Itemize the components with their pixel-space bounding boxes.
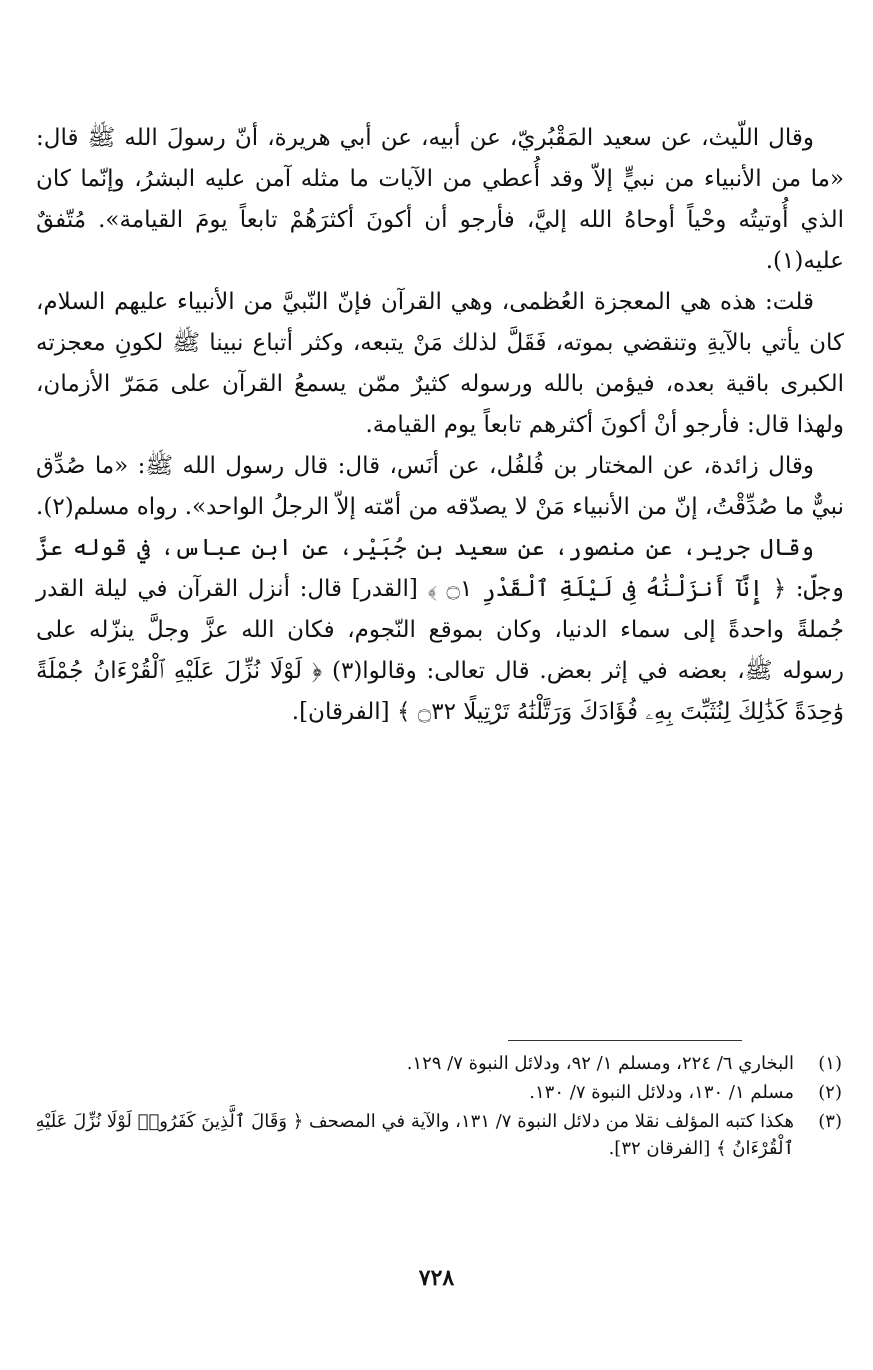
page-number: ٧٢٨ bbox=[418, 1265, 455, 1291]
footnote-2 bbox=[30, 1079, 842, 1106]
footnote-1 bbox=[30, 1050, 842, 1077]
main-text bbox=[36, 118, 844, 733]
footnote-number: (٣) bbox=[818, 1111, 842, 1132]
footnote-number: (١) bbox=[818, 1053, 842, 1074]
footnote-text: البخاري ٦/ ٢٢٤، ومسلم ١/ ٩٢، ودلائل النبوة ٧/ ١٢٩. bbox=[406, 1053, 794, 1074]
footnote-text: هكذا كتبه المؤلف نقلا من دلائل النبوة ٧/ ١٣١، والآية في المصحف ﴿ وَقَالَ ٱلَّذِينَ كَفَرُوا۟ لَوْلَا نُزِّلَ عَلَيْهِ ٱلْقُرْءَانُ ﴾ [الفرقان ٣٢]. bbox=[35, 1111, 794, 1159]
footnotes bbox=[30, 1050, 842, 1164]
paragraph-2: قلت: هذه هي المعجزة العُظمى، وهي القرآن فإنّ النّبيَّ من الأنبياء عليهم السلام، كان يأتي بالآيةِ وتنقضي بموته، فَقَلَّ لذلك مَنْ يتبعه، وكثر أتباع نبينا ﷺ لكونِ معجزته الكبرى باقية بعده، فيؤمن بالله ورسوله كثيرٌ ممّن يسمعُ القرآن على مَمَرّ الأزمان، ولهذا قال: فأرجو أنْ أكونَ أكثرهم تابعاً يوم القيامة. bbox=[36, 289, 844, 438]
footnote-3 bbox=[30, 1108, 842, 1162]
paragraph-1: وقال اللّيث، عن سعيد المَقْبُريّ، عن أبيه، عن أبي هريرة، أنّ رسولَ الله ﷺ قال: «ما من الأنبياء من نبيٍّ إلاّ وقد أُعطي من الآيات ما مثله آمن عليه البشرُ، وإنّما كان الذي أُوتيتُه وحْياً أوحاهُ الله إليَّ، فأرجو أن أكونَ أكثرَهُمْ تابعاً يومَ القيامة». مُتّفقٌ عليه(١). bbox=[36, 125, 844, 274]
footnote-text: مسلم ١/ ١٣٠، ودلائل النبوة ٧/ ١٣٠. bbox=[529, 1082, 794, 1103]
footnote-divider bbox=[508, 1040, 742, 1041]
paragraph-4: وقال جرير، عن منصور، عن سعيد بن جُبَيْر، عن ابن عباس، في قوله عزَّ وجلّ: ﴿ إِنَّآ أَنزَلْنَٰهُ فِى لَيْلَةِ ٱلْقَدْرِ ۝١ ﴾ [القدر] قال: أنزل القرآن في ليلة القدر جُملةً واحدةً إلى سماء الدنيا، وكان بموقع النّجوم، فكان الله عزَّ وجلَّ ينزّله على رسوله ﷺ، بعضه في إثر بعض. قال تعالى: وقالوا(٣) ﴿ لَوْلَا نُزِّلَ عَلَيْهِ ٱلْقُرْءَانُ جُمْلَةً وَٰحِدَةً كَذَٰلِكَ لِنُثَبِّتَ بِهِۦ فُؤَادَكَ وَرَتَّلْنَٰهُ تَرْتِيلًا ۝٣٢ ﴾ [الفرقان]. bbox=[36, 535, 844, 725]
paragraph-3: وقال زائدة، عن المختار بن فُلفُل، عن أنَس، قال: قال رسول الله ﷺ: «ما صُدِّق نبيٌّ ما صُدِّقْتُ، إنّ من الأنبياء مَنْ لا يصدّقه من أمّته إلاّ الرجلُ الواحد». رواه مسلم(٢). bbox=[36, 453, 844, 520]
footnote-number: (٢) bbox=[818, 1082, 842, 1103]
